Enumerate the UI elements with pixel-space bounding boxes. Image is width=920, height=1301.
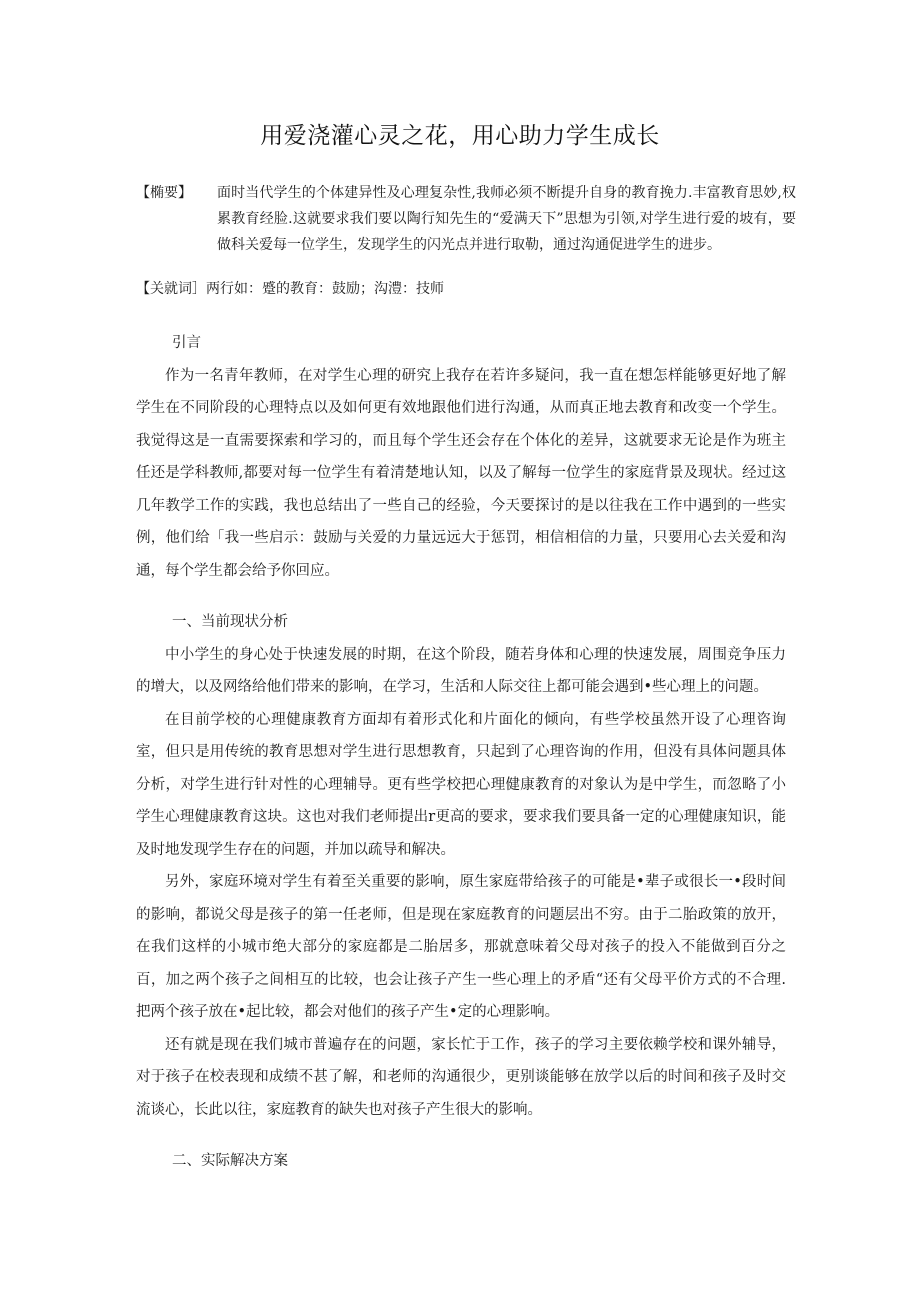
abstract-text: 面时当代学生的个体建异性及心理复杂性,我师必须不断提升自身的教育挽力.丰富教育思妙,权累教育经脸.这就要求我们要以陶行知先生的“爱满天下”思想为引领,对学生进行爱的坡有，要做科关爱每一位学生，发现学生的闪光点并进行取勒，通过沟通促进学生的进步。 [217,185,796,253]
section-heading-current-analysis: 一、当前现状分析 [172,614,288,630]
document-body [136,327,786,1178]
section-heading-intro: 引言 [172,335,201,351]
paragraph: 中小学生的身心处于快速发展的时期，在这个阶段，随若身体和心理的快速发展，周围竞争压力的增大，以及网络给他们带来的影响，在学习，生活和人际交往上都可能会遇到•些心理上的问题。 [136,646,786,695]
section-heading-solutions: 二、实际解决方案 [172,1153,288,1169]
document-title: 用爱浇灌心灵之花，用心助力学生成长 [260,123,660,149]
paragraph: 还有就是现在我们城市普遍存在的问题，家长忙于工作，孩子的学习主要依赖学校和课外辅导，对于孩子在校表现和成绩不甚了解，和老师的沟通很少，更别谈能够在放学以后的时间和孩子及时交流谈心，长此以往，家庭教育的缺失也对孩子产生很大的影响。 [136,1036,786,1118]
keywords-line: 【关就词］两行如：蹙的教育：鼓励；沟澧：技师 [136,281,444,297]
paragraph: 另外，家庭环境对学生有着至关重要的影响，原生家庭带给孩子的可能是•辈子或很长一•段时间的影响，都说父母是孩子的第一任老师，但是现在家庭教育的问题层出不穷。由于二胎政策的放开，在我们这样的小城市绝大部分的家庭都是二胎居多，那就意味着父母对孩子的投入不能做到百分之百，加之两个孩子之间相互的比较，也会让孩子产生一些心理上的矛盾“还有父母平价方式的不合理.把两个孩子放在•起比较，都会对他们的孩子产生•定的心理影响。 [136,874,786,1020]
abstract-label: 【椭要】 [136,185,192,201]
section-spacer [136,587,786,606]
section-spacer [136,1126,786,1145]
paragraph: 在目前学校的心理健康教育方面却有着形式化和片面化的倾向，有些学校虽然开设了心理咨询室，但只是用传统的教育思想对学生进行思想教育，只起到了心理咨询的作用，但没有具体问题具体分析，对学生进行针对性的心理辅导。更有些学校把心理健康教育的对象认为是中学生，而忽略了小学生心理健康教育这块。这也对我们老师提出r更高的要求，要求我们要具备一定的心理健康知识，能及时地发现学生存在的问题，并加以疏导和解决。 [136,711,786,858]
abstract-block [136,180,796,258]
paragraph: 作为一名青年教师，在对学生心理的研究上我存在若许多疑问，我一直在想怎样能够更好地了解学生在不同阶段的心理特点以及如何更有效地跟他们进行沟通，从而真正地去教育和改变一个学生。我觉得这是一直需要探索和学习的，而且每个学生还会存在个体化的差异，这就要求无论是作为班主任还是学科教师,都要对每一位学生有着清楚地认知，以及了解每一位学生的家庭背景及现状。经过这几年教学工作的实践，我也总结出了一些自己的经验，今天要探讨的是以往我在工作中遇到的一些实例，他们给「我一些启示：鼓励与关爱的力量远远大于惩罚，相信相信的力量，只要用心去关爱和沟通，每个学生都会给予你回应。 [136,367,786,579]
